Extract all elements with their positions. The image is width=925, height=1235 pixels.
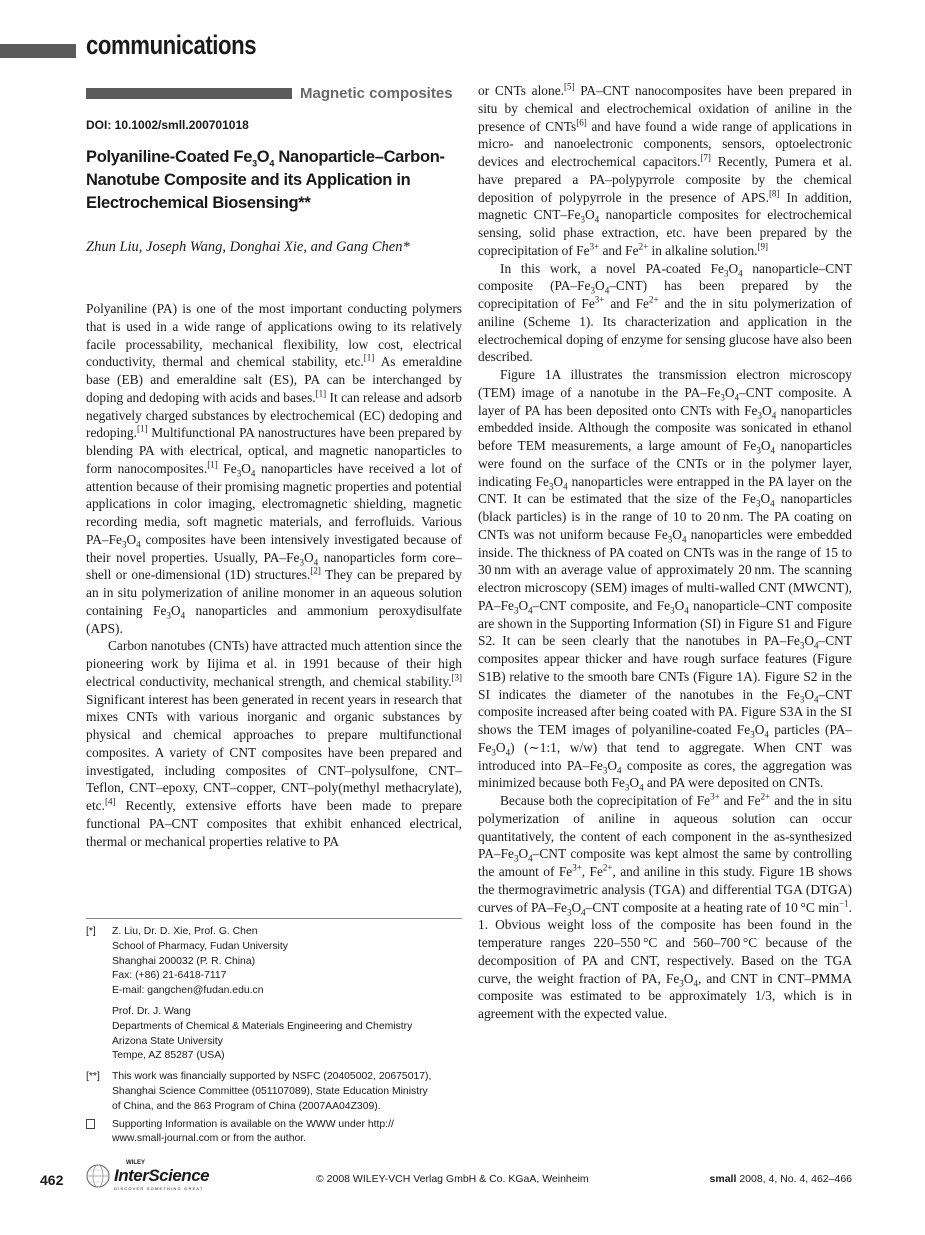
- title-line-3: Electrochemical Biosensing**: [86, 194, 311, 212]
- right-column: [478, 82, 852, 1023]
- journal-link[interactable]: www.small-journal.com or from the author.: [112, 1133, 307, 1145]
- section-tag-label: Magnetic composites: [300, 84, 453, 102]
- journal-citation: [710, 1173, 852, 1185]
- doi: DOI: 10.1002/smll.200701018: [86, 118, 249, 132]
- logo-tagline: DISCOVER SOMETHING GREAT: [114, 1186, 204, 1191]
- citation-details: 2008, 4, No. 4, 462–466: [736, 1173, 852, 1185]
- section-header: communications: [86, 30, 257, 60]
- copyright: © 2008 WILEY-VCH Verlag GmbH & Co. KGaA, Weinheim: [316, 1173, 589, 1185]
- email-link[interactable]: E-mail: gangchen@fudan.edu.cn: [112, 985, 264, 997]
- journal-name: small: [709, 1173, 737, 1185]
- interscience-logo[interactable]: [84, 1160, 214, 1192]
- paragraph: Figure 1A illustrates the transmission electron microscopy (TEM) image of a nanotube in the $PA-Fe_3O_4$–CNT composite. A layer of PA has been deposited onto CNTs with $Fe_3O_4$ nanoparticles embedded inside. Although the composite was sonicated in ethanol before TEM measurements, a large amount of $Fe_3O_4$ nanoparticles were found on the surface of the CNTs or in the polymer layer, indicating $Fe_3O_4$ nanoparticles were entrapped in the PA layer on the CNT. It can be estimated that the size of the $Fe_3O_4$ nanoparticles (black particles) is in the range of 10 to 20 nm. The PA coating on CNTs was not uniform because $Fe_3O_4$ nanoparticles were embedded inside. The thickness of PA coated on CNTs was in the range of 15 to 30 nm with an average value of approximately 20 nm. The scanning electron microscopy (SEM) images of multi-walled CNT (MWCNT), $PA-Fe_3O_4$–CNT composite, and $Fe_3O_4$ nanoparticle–CNT composite are shown in the Supporting Information (SI) in Figure S1 and Figure S2. It can be seen clearly that the nanotubes in $PA-Fe_3O_4$–CNT composites appear thicker and have rough surface features (Figure S1B) relative to the smooth bare CNTs (Figure 1A). Figure S2 in the SI indicates the diameter of the nanotubes in the $Fe_3O_4$–CNT composite increased after being coated with PA. Figure S3A in the SI shows the TEM images of polyaniline-coated $Fe_3O_4$ particles $(PA-Fe_3O_4)$ (∼1:1, w/w) that tend to aggregate. When CNT was introduced into $PA-Fe_3O_4$ composite as cores, the aggregation was minimized because both $Fe_3O_4$ and PA were deposited on CNTs.: [478, 367, 853, 793]
- section-tag-bar: [86, 88, 292, 99]
- title-line-1: Polyaniline-Coated $Fe_3O_4$ Nanoparticle–Carbon-: [86, 148, 445, 169]
- paragraph: or CNTs alone.[5] PA–CNT nanocomposites have been prepared in situ by chemical and electrochemical oxidation of aniline in the presence of CNTs[6] and have found a wide range of applications in micro- and nanoelectronic components, sensors, optoelectronic devices and electrochemical capacitors.[7] Recently, Pumera et al. have prepared a PA–polypyrrole composite by the chemical deposition of polypyrrole in the presence of APS.[8] In addition, magnetic CNT–$Fe_3O_4$ nanoparticle composites for electrochemical sensing, solid phase extraction, etc. have been prepared by the coprecipitation of $Fe^{3+}$ and $Fe^{2+}$ in alkaline solution.[9]: [478, 81, 853, 258]
- footnote-funding: [**] This work was financially supported by NSFC (20405002, 20675017), Shanghai Science Committee (051107089), State Education Ministry of China, and the 863 Program of China (2007AA04Z309).: [86, 1071, 432, 1112]
- page-footer: [0, 1158, 925, 1194]
- left-body: [86, 300, 462, 850]
- authors: Zhun Liu, Joseph Wang, Donghai Xie, and Gang Chen*: [86, 239, 410, 255]
- globe-icon: [84, 1162, 112, 1190]
- logo-name: InterScience: [114, 1166, 210, 1185]
- logo-wiley: WILEY: [126, 1160, 145, 1166]
- article-title: [86, 146, 462, 215]
- right-body: [478, 82, 852, 1023]
- paragraph: Carbon nanotubes (CNTs) have attracted much attention since the pioneering work by Iijima et al. in 1991 because of their high electrical conductivity, mechanical strength, and chemical stability.[3] Significant interest has been generated in recent years in research that mixes CNTs with various inorganic and organic substances by physical and chemical approaches to prepare multifunctional composites. A variety of CNT composites have been prepared and investigated, including composites of CNT–polysulfone, CNT–Teflon, CNT–epoxy, CNT–copper, CNT–poly(methyl methacrylate), etc.[4] Recently, extensive efforts have been made to prepare functional PA–CNT composites that exhibit enhanced electrical, thermal or mechanical properties relative to PA: [86, 638, 462, 849]
- section-tag: [86, 82, 462, 104]
- footnote-supporting-info: Supporting Information is available on the WWW under http:// www.small-journal.com or from the author.: [86, 1118, 462, 1148]
- footnote-affiliations: [*] Z. Liu, Dr. D. Xie, Prof. G. Chen School of Pharmacy, Fudan University Shanghai 200032 (P. R. China) Fax: (+86) 21-6418-7117 E-mail: gangchen@fudan.edu.cn Prof. Dr. J. Wang Departments of Chemical & Materials Engineering and Chemistry Arizona State University Tempe, AZ 85287 (USA): [86, 926, 413, 1062]
- header-bar: [0, 44, 76, 58]
- left-column: [86, 82, 462, 850]
- page-number: 462: [40, 1172, 64, 1188]
- paragraph: Because both the coprecipitation of $Fe^{3+}$ and $Fe^{2+}$ and the in situ polymerization of aniline in aqueous solution can occur quantitatively, the content of each component in the as-synthesized $PA-Fe_3O_4$–CNT composite was kept almost the same by controlling the amount of $Fe^{3+}$, $Fe^{2+}$, and aniline in this study. Figure 1B shows the thermogravimetric analysis (TGA) and differential TGA (DTGA) curves of $PA-Fe_3O_4$–CNT composite at a heating rate of 10 °C $\min^{-1}$. 1. Obvious weight loss of the composite has been found in the temperature ranges 220–550 °C and 560–700 °C because of the decomposition of PA and CNT, respectively. Based on the TGA curve, the weight fraction of PA, $Fe_3O_4$, and CNT in CNT–PMMA composite was estimated to be approximately 1/3, which is in agreement with the expected value.: [478, 791, 852, 1021]
- paragraph: In this work, a novel PA-coated $Fe_3O_4$ nanoparticle–CNT composite $(PA-Fe_3O_4-CNT)$ has been prepared by the coprecipitation of $Fe^{3+}$ and $Fe^{2+}$ and the in situ polymerization of aniline (Scheme 1). Its characterization and application in the electrochemical doping of enzyme for sensing glucose have also been described.: [478, 260, 853, 365]
- document-icon: [86, 1119, 95, 1129]
- title-line-2: Nanotube Composite and its Application in: [86, 171, 411, 189]
- paragraph: Polyaniline (PA) is one of the most important conducting polymers that is used in a wide range of applications owing to its relatively facile processability, mechanical flexibility, low cost, electrical conductivity, thermal and chemical stability, etc.[1] As emeraldine base (EB) and emeraldine salt (ES), PA can be interchanged by doping and dedoping with acids and bases.[1] It can release and adsorb negatively charged substances by electrochemical (EC) dedoping and redoping.[1] Multifunctional PA nanostructures have been prepared by blending PA with electrical, optical, and magnetic nanoparticles to form nanocomposites.[1] $Fe_3O_4$ nanoparticles have received a lot of attention because of their promising magnetic properties and potential applications in color imaging, electromagnetic shielding, magnetic recording media, soft magnetic materials, and ferrofluids. Various $PA-Fe_3O_4$ composites have been intensively investigated because of their novel properties. Usually, $PA-Fe_3O_4$ nanoparticles form core–shell or one-dimensional (1D) structures.[2] They can be prepared by an in situ polymerization of aniline monomer in an aqueous solution containing $Fe_3O_4$ nanoparticles and ammonium peroxydisulfate (APS).: [86, 301, 463, 636]
- footnotes: [86, 918, 462, 1147]
